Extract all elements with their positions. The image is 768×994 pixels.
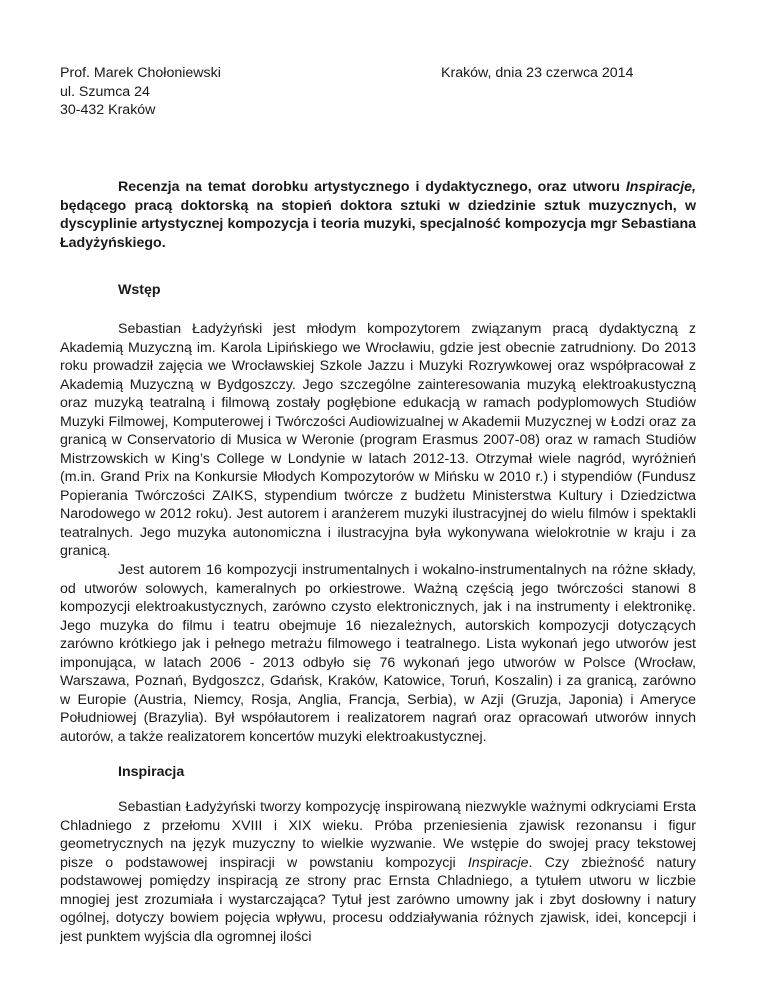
sender-name: Prof. Marek Chołoniewski — [60, 65, 221, 81]
sender-street: ul. Szumca 24 — [60, 83, 150, 100]
heading-intro: Wstęp — [118, 282, 161, 298]
heading-inspiration: Inspiracja — [118, 764, 185, 780]
title-part-2: będącego pracą doktorską na stopień doktora sztuki w dziedzinie sztuk muzycznych, w dyscyplinie artystycznej kompozycja i teoria muzyki, specjalność kompozycja mgr Sebastiana Ładyżyńskiego. — [60, 197, 696, 251]
insp-part-2: . Czy zbieżność natury podstawowej pomiędzy inspiracją ze strony prac Ernsta Chladniego, a tytułem utworu w liczbie mnogiej jest zrozumiała i wystarczająca? Tytuł jest zarówno umowny jak i zbyt dosłowny i natury ogólnej, dotyczy bowiem pojęcia wpływu, procesu oddziaływania różnych zjawisk, idei, koncepcji i jest punktem wyjścia dla ogromnej ilości — [60, 854, 696, 945]
review-title — [60, 178, 696, 252]
insp-part-1: Sebastian Ładyżyński tworzy kompozycję inspirowaną niezwykle ważnymi odkryciami Ersta Chladniego z przełomu XVIII i XIX wieku. Próba przeniesienia zjawisk rezonansu i figur geometrycznych na język muzyczny to wielkie wyzwanie. We wstępie do swojej pracy tekstowej pisze o podstawowej inspiracji w powstaniu kompozycji — [60, 799, 696, 871]
title-part-1: Recenzja na temat dorobku artystycznego i dydaktycznego, oraz utworu — [118, 179, 626, 195]
date-line: Kraków, dnia 23 czerwca 2014 — [441, 65, 634, 81]
paragraph-inspiration — [60, 798, 696, 988]
insp-work-name: Inspiracje — [467, 854, 529, 871]
sender-address — [60, 64, 221, 120]
sender-city: 30-432 Kraków — [60, 102, 156, 118]
paragraph-intro-1: Sebastian Ładyżyński jest młodym kompozytorem związanym pracą dydaktyczną z Akademią Muzyczną im. Karola Lipińskiego we Wrocławiu, gdzie jest obecnie zatrudniony. Do 2013 roku prowadził zajęcia we Wrocławskiej Szkole Jazzu i Muzyki Rozrywkowej oraz współpracował z Akademią Muzyczną w Bydgoszczy. Jego szczególne zainteresowania muzyką elektroakustyczną oraz muzyką teatralną i filmową zostały pogłębione edukacją w ramach podyplomowych Studiów Muzyki Filmowej, Komputerowej i Twórczości Audiowizualnej w Akademii Muzycznej w Łodzi oraz za granicą w Conservatorio di Musica w Weronie (program Erasmus 2007-08) oraz w ramach Studiów Mistrzowskich w King’s College w Londynie w latach 2012-13. Otrzymał wiele nagród, wyróżnień (m.in. Grand Prix na Konkursie Młodych Kompozytorów w Mińsku w 2010 r.) i stypendiów (Fundusz Popierania Twórczości ZAIKS, stypendium twórcze z budżetu Ministerstwa Kultury i Dziedzictwa Narodowego w 2012 roku). Jest autorem i aranżerem muzyki ilustracyjnej do wielu filmów i spektakli teatralnych. Jego muzyka autonomiczna i ilustracyjna była wykonywana wielokrotnie w kraju i za granicą. — [60, 321, 696, 559]
paragraph-intro-2: Jest autorem 16 kompozycji instrumentalnych i wokalno-instrumentalnych na różne składy, od utworów solowych, kameralnych po orkiestrowe. Ważną częścią jego twórczości stanowi 8 kompozycji elektroakustycznych, zarówno czysto elektronicznych, jak i na instrumenty i elektronikę. Jego muzyka do filmu i teatru obejmuje 16 niezależnych, autorskich kompozycji dotyczących zarówno krótkiego jak i pełnego metrażu filmowego i teatralnego. Lista wykonań jego utworów jest imponująca, w latach 2006 - 2013 odbyło się 76 wykonań jego utworów w Polsce (Wrocław, Warszawa, Poznań, Bydgoszcz, Gdańsk, Kraków, Katowice, Toruń, Koszalin) i za granicą, zarówno w Europie (Austria, Niemcy, Rosja, Anglia, Francja, Serbia), w Azji (Gruzja, Japonia) i Ameryce Południowej (Brazylia). Był współautorem i realizatorem nagrań oraz opracowań utworów innych autorów, a także realizatorem koncertów muzyki elektroakustycznej. — [60, 562, 696, 745]
title-work-name: Inspiracje, — [625, 179, 696, 195]
